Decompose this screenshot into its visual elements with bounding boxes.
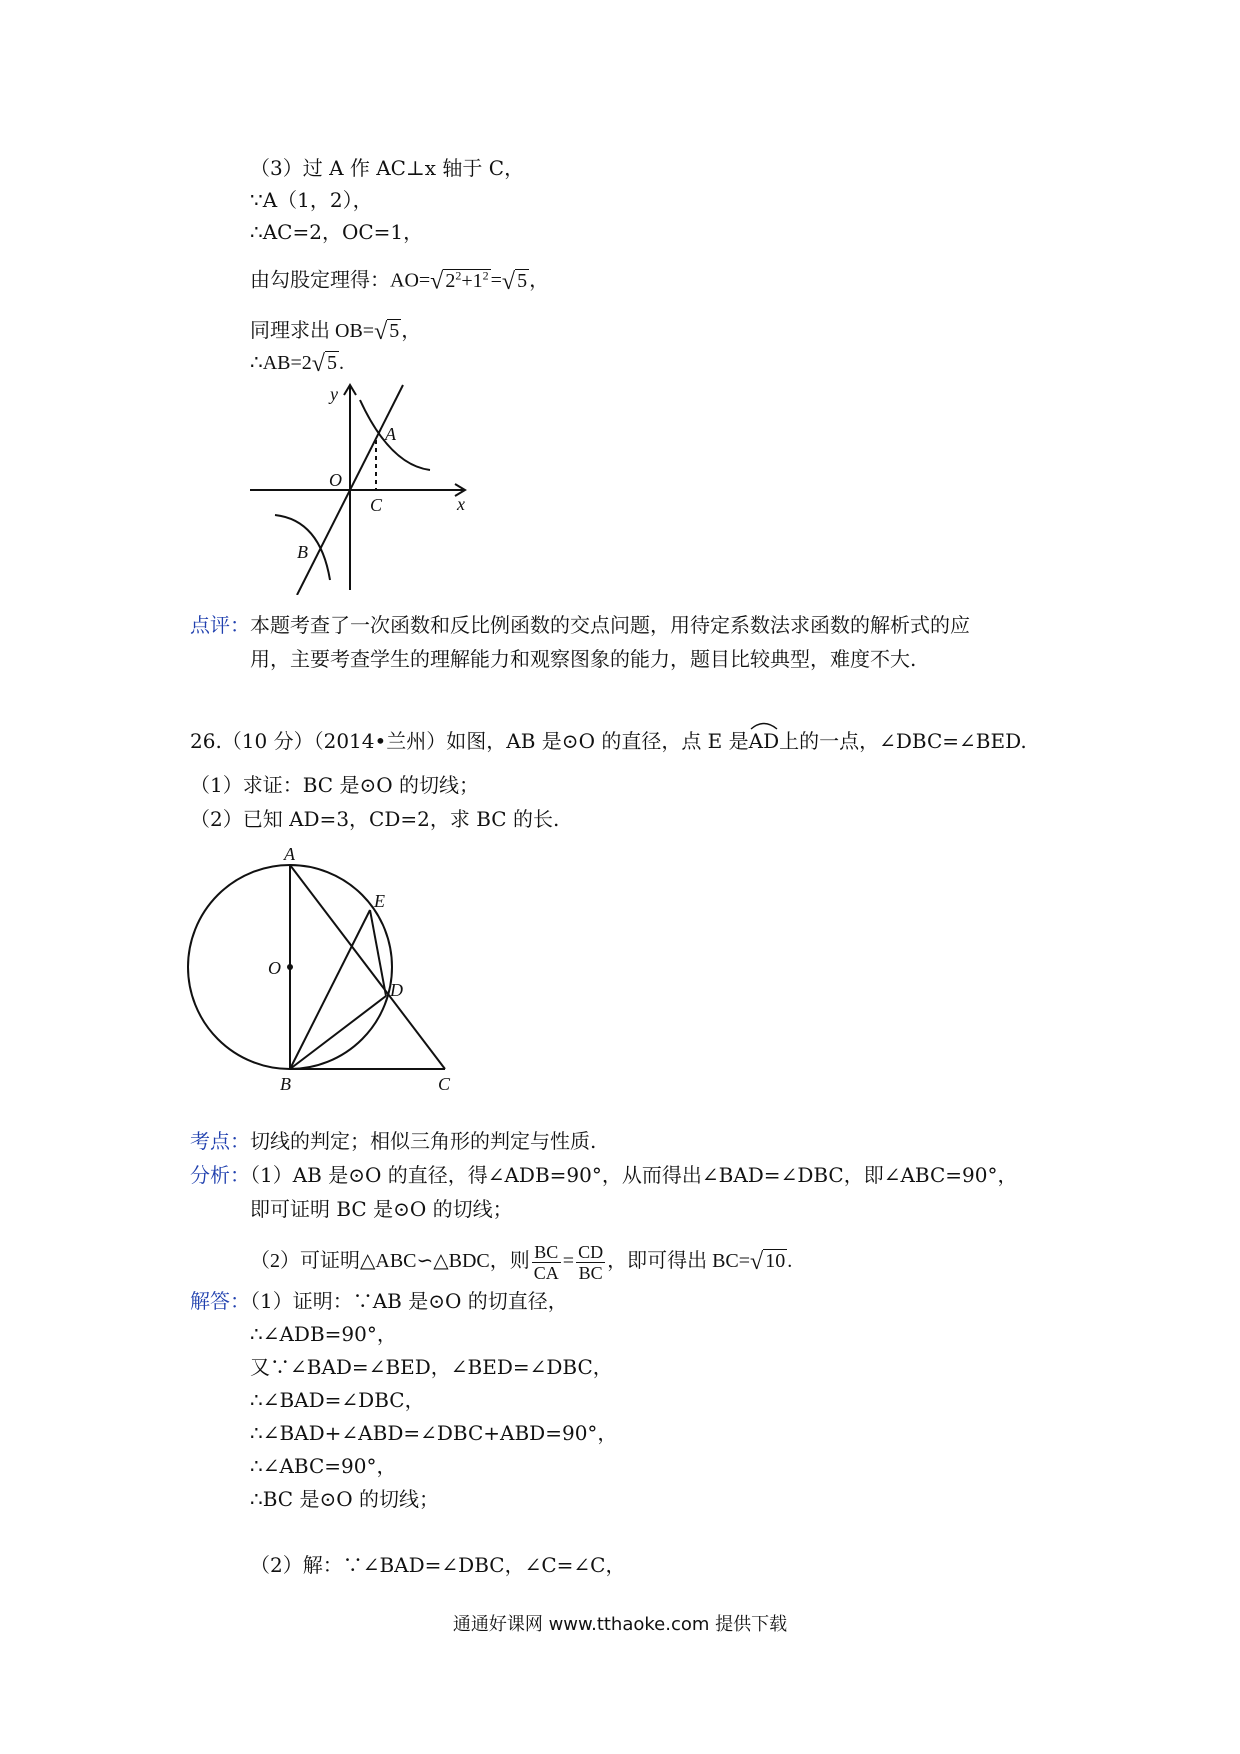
y-label: y xyxy=(330,384,338,404)
segment-be xyxy=(290,910,370,1069)
arc-ad: AD xyxy=(749,728,779,754)
part3-line1: （3）过 A 作 AC⊥x 轴于 C， xyxy=(250,156,525,180)
ob-label: 同理求出 OB= xyxy=(250,320,375,342)
comment-line2: 用，主要考查学生的理解能力和观察图象的能力，题目比较典型，难度不大. xyxy=(250,647,917,671)
jieda-line2: ∴∠ADB=90°， xyxy=(250,1322,397,1346)
fenxi-label: 分析： xyxy=(190,1163,250,1187)
q26-heading: 26.（10 分）（2014•兰州）如图，AB 是⊙O 的直径，点 E 是 AD上的一点，∠DBC=∠BED. xyxy=(190,728,1027,754)
fenxi-line3: （2）可证明△ABC∽△BDC，则 $\frac{BC}{CA}$ = $\frac{CD}{BC}$ ，即可得出 BC=√ 10 . xyxy=(250,1242,793,1283)
part3-line5: 同理求出 OB=√ 5 ， xyxy=(250,319,422,345)
ratio-cd-bc: $\frac{CD}{BC}$ xyxy=(578,1242,604,1283)
comment-line1: 点评：本题考查了一次函数和反比例函数的交点问题，用待定系数法求函数的解析式的应 xyxy=(190,613,970,637)
circle-diagram xyxy=(180,840,470,1095)
jieda-line6: ∴∠ABC=90°， xyxy=(250,1454,397,1478)
center-point xyxy=(287,964,293,970)
jieda-line7: ∴BC 是⊙O 的切线； xyxy=(250,1487,439,1511)
jieda-line4: ∴∠BAD=∠DBC， xyxy=(250,1388,425,1412)
fenxi-line1: 分析：（1）AB 是⊙O 的直径，得∠ADB=90°，从而得出∠BAD=∠DBC，即∠ABC=90°， xyxy=(190,1163,1018,1187)
fenxi-line2: 即可证明 BC 是⊙O 的切线； xyxy=(250,1197,513,1221)
part3-line4: 由勾股定理得：AO=√ $2^2+1^2$ =√ 5 ， xyxy=(250,268,550,295)
point-c-label: C xyxy=(370,495,383,515)
jieda-label: 解答： xyxy=(190,1289,250,1313)
q26-sub2: （2）已知 AD=3，CD=2，求 BC 的长. xyxy=(190,807,560,831)
label-b: B xyxy=(280,1074,291,1094)
ab-label: ∴AB=2 xyxy=(250,352,312,374)
comment-label: 点评： xyxy=(190,613,250,637)
ratio-bc-ca: $\frac{BC}{CA}$ xyxy=(533,1242,559,1283)
kaodian-line: 考点：切线的判定；相似三角形的判定与性质. xyxy=(190,1129,597,1153)
label-c: C xyxy=(438,1074,451,1094)
kaodian-label: 考点： xyxy=(190,1129,250,1153)
point-b-label: B xyxy=(297,542,308,562)
label-a: A xyxy=(284,844,295,864)
point-a-label: A xyxy=(385,424,396,444)
label-o: O xyxy=(268,958,281,978)
part3-line3: ∴AC=2，OC=1， xyxy=(250,220,424,244)
x-label: x xyxy=(457,494,465,514)
jieda-line1: 解答：（1）证明：∵AB 是⊙O 的切直径， xyxy=(190,1289,568,1313)
segment-ac xyxy=(290,865,445,1069)
label-d: D xyxy=(390,980,403,1000)
origin-label: O xyxy=(329,470,342,490)
function-graph xyxy=(245,380,475,595)
q26-sub1: （1）求证：BC 是⊙O 的切线； xyxy=(190,773,479,797)
jieda-line3: 又∵∠BAD=∠BED，∠BED=∠DBC， xyxy=(250,1355,613,1379)
part3-line2: ∵A（1，2）， xyxy=(250,188,373,212)
segment-ed xyxy=(370,910,386,996)
pythagoras-label: 由勾股定理得：AO= xyxy=(250,269,431,292)
jieda-line8: （2）解：∵∠BAD=∠DBC，∠C=∠C， xyxy=(250,1553,626,1577)
part3-line6: ∴AB=2√ 5 . xyxy=(250,351,344,377)
jieda-line5: ∴∠BAD+∠ABD=∠DBC+ABD=90°， xyxy=(250,1421,618,1445)
page-footer: 通通好课网 www.tthaoke.com 提供下载 xyxy=(452,1614,788,1635)
label-e: E xyxy=(374,891,385,911)
